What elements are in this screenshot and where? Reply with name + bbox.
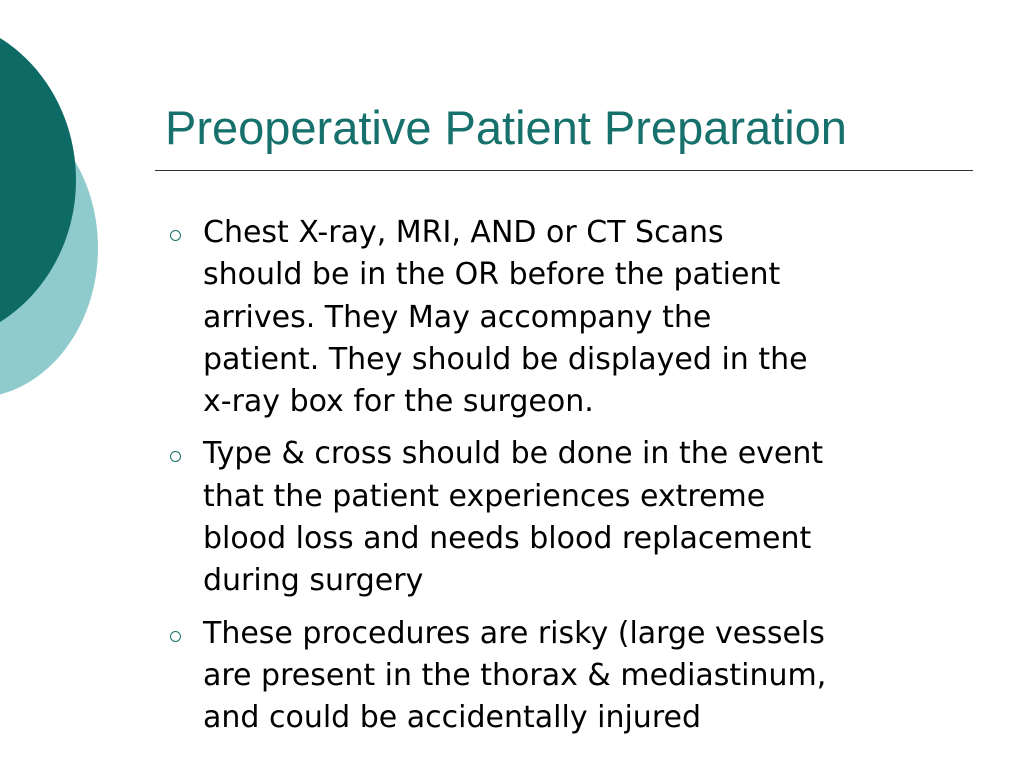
slide-title: Preoperative Patient Preparation (165, 101, 847, 154)
title-divider (155, 170, 973, 171)
bullet-item (164, 212, 964, 423)
bullet-item (164, 613, 964, 740)
bullet-circle-icon (170, 230, 181, 241)
bullet-circle-icon (170, 631, 181, 642)
bullet-text: Chest X-ray, MRI, AND or CT Scans should be in the OR before the patient arrives. They May accompany the patient. They should be displayed in the x-ray box for the surgeon. (203, 215, 808, 420)
bullet-item (164, 433, 964, 602)
bullet-text: Type & cross should be done in the event that the patient experiences extreme blood loss and needs blood replacement during surgery (203, 436, 824, 599)
bullet-list (164, 212, 964, 750)
bullet-text: These procedures are risky (large vessels are present in the thorax & mediastinum, and could be accidentally injured (203, 615, 827, 736)
bullet-circle-icon (170, 451, 181, 462)
